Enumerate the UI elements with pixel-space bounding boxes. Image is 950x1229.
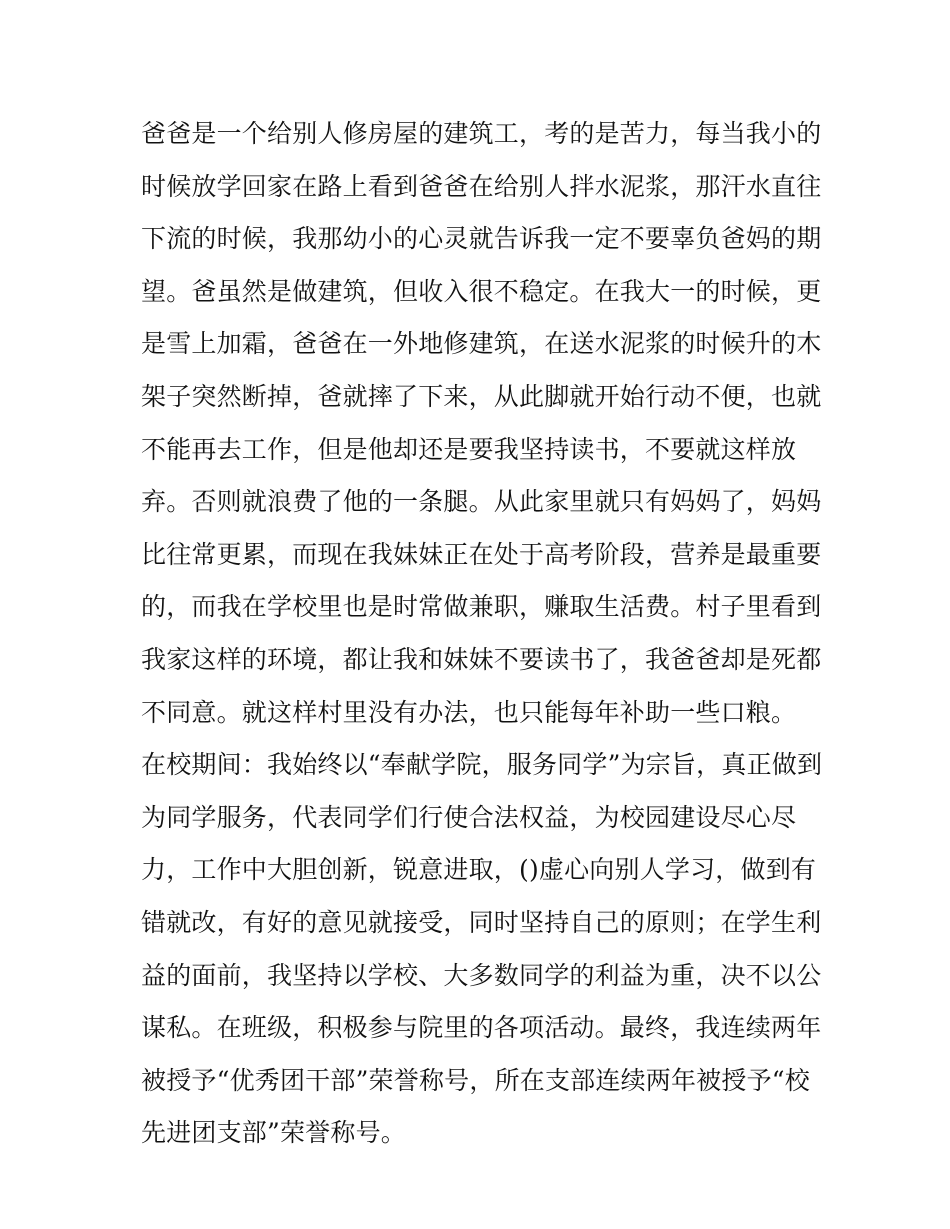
- text-line: 弃。否则就浪费了他的一条腿。从此家里就只有妈妈了，妈妈: [141, 487, 822, 517]
- text-line: 被授予“优秀团干部”荣誉称号，所在支部连续两年被授予“校: [141, 1065, 810, 1095]
- text-line: 为同学服务，代表同学们行使合法权益，为校园建设尽心尽: [141, 802, 797, 832]
- text-line: 爸爸是一个给别人修房屋的建筑工，考的是苦力，每当我小的: [141, 119, 822, 148]
- text-line: 在校期间：我始终以“奉献学院，服务同学”为宗旨，真正做到: [141, 750, 823, 780]
- text-line: 的，而我在学校里也是时常做兼职，赚取生活费。村子里看到: [141, 592, 822, 622]
- text-line: 谋私。在班级，积极参与院里的各项活动。最终，我连续两年: [141, 1013, 822, 1043]
- text-line: 时候放学回家在路上看到爸爸在给别人拌水泥浆，那汗水直往: [141, 171, 822, 201]
- text-line: 架子突然断掉，爸就摔了下来，从此脚就开始行动不便，也就: [141, 381, 822, 411]
- text-line: 下流的时候，我那幼小的心灵就告诉我一定不要辜负爸妈的期: [141, 224, 822, 254]
- text-line: 不同意。就这样村里没有办法，也只能每年补助一些口粮。: [141, 697, 797, 727]
- text-line: 我家这样的环境，都让我和妹妹不要读书了，我爸爸却是死都: [141, 644, 822, 674]
- text-line: 不能再去工作，但是他却还是要我坚持读书，不要就这样放: [141, 434, 797, 464]
- body-text: [141, 108, 821, 1160]
- text-line: 比往常更累，而现在我妹妹正在处于高考阶段，营养是最重要: [141, 539, 822, 569]
- text-line: 错就改，有好的意见就接受，同时坚持自己的原则；在学生利: [141, 907, 822, 937]
- text-line: 力，工作中大胆创新，锐意进取，()虚心向别人学习，做到有: [141, 855, 817, 885]
- text-line: 先进团支部”荣誉称号。: [141, 1118, 406, 1148]
- text-line: 望。爸虽然是做建筑，但收入很不稳定。在我大一的时候，更: [141, 276, 822, 306]
- text-line: 益的面前，我坚持以学校、大多数同学的利益为重，决不以公: [141, 960, 822, 990]
- text-line: 是雪上加霜，爸爸在一外地修建筑，在送水泥浆的时候升的木: [141, 329, 822, 359]
